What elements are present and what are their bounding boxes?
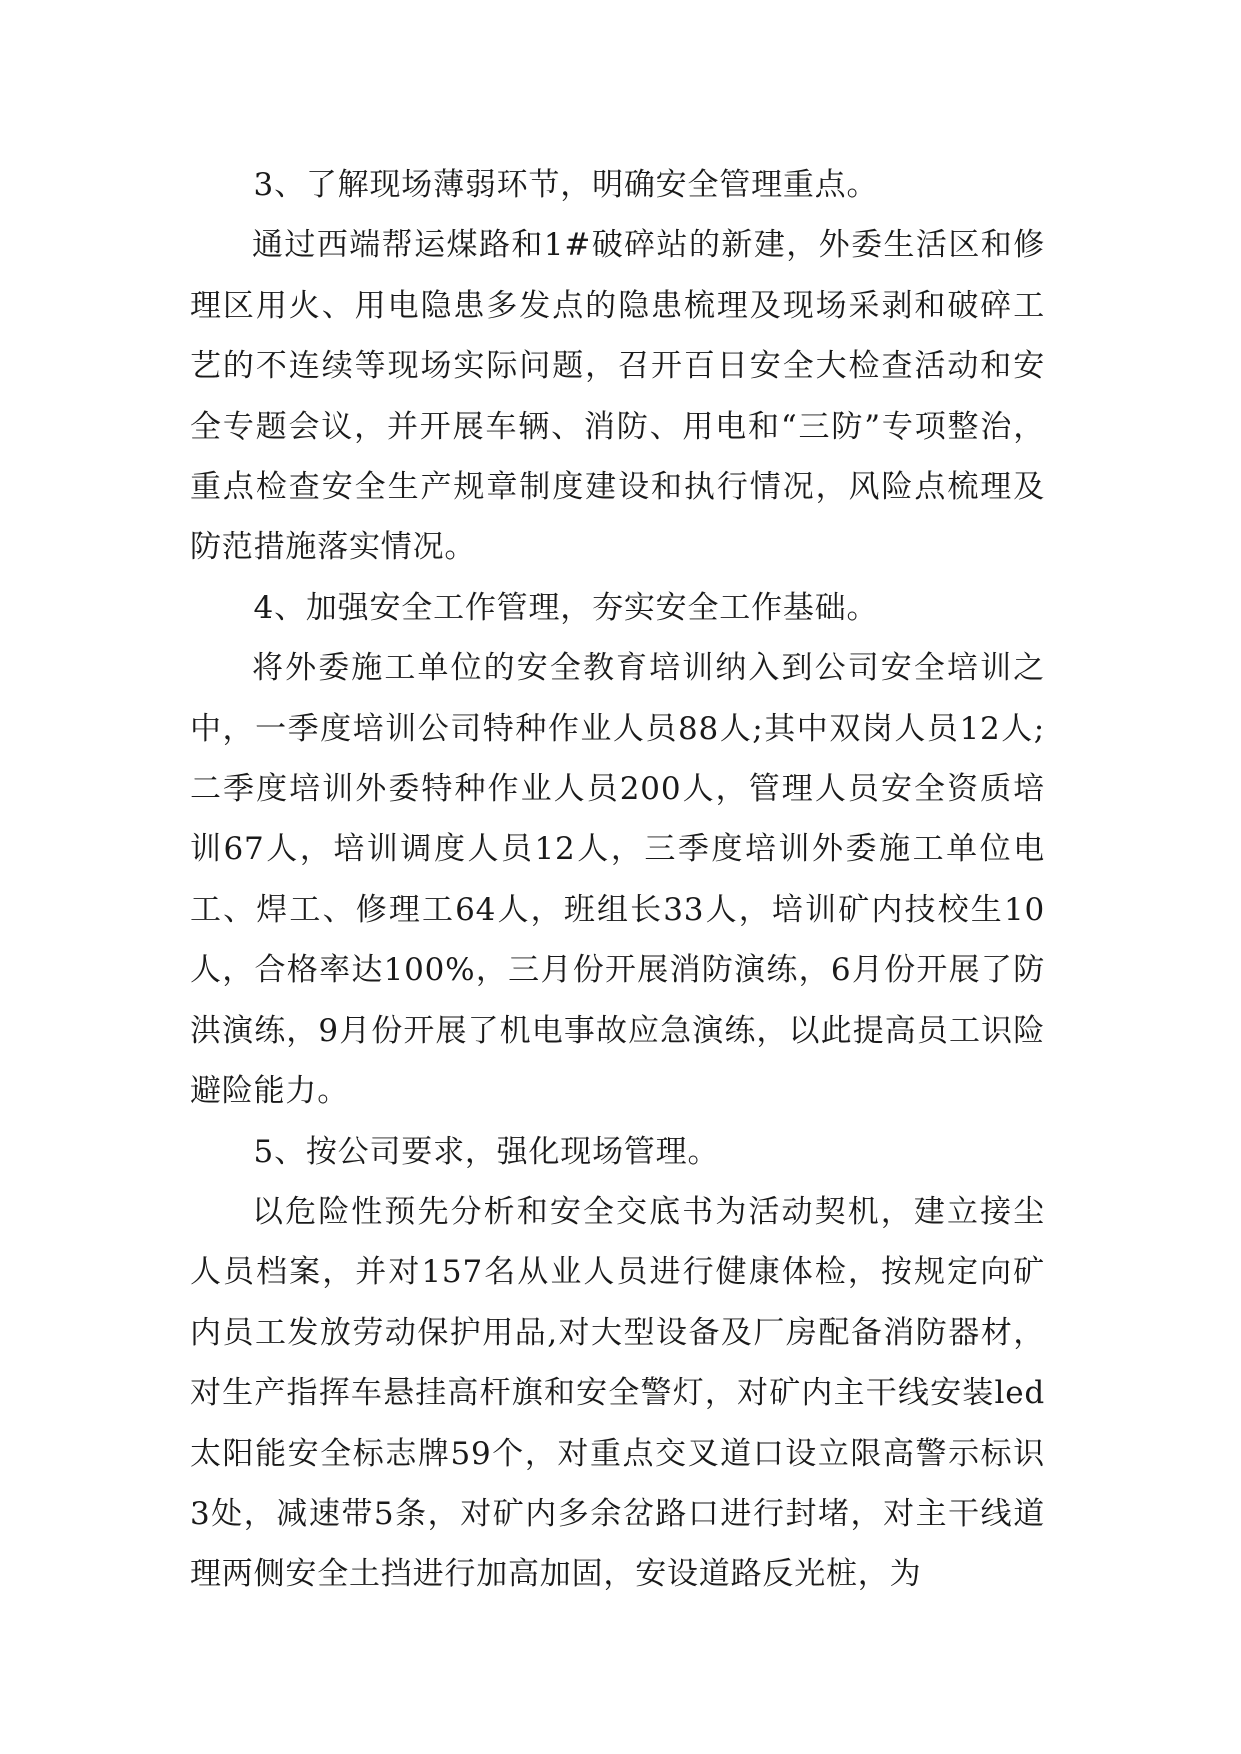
- section-heading-4: 4、加强安全工作管理，夯实安全工作基础。: [253, 589, 879, 626]
- section-heading-3: 3、了解现场薄弱环节，明确安全管理重点。: [253, 167, 879, 203]
- section-body-4: 将外委施工单位的安全教育培训纳入到公司安全培训之中，一季度培训公司特种作业人员88人;其中双岗人员12人;二季度培训外委特种作业人员200人，管理人员安全资质培训67人，培训调度人员12人，三季度培训外委施工单位电工、焊工、修理工64人，班组长33人，培训矿内技校生10人，合格率达100%，三月份开展消防演练，6月份开展了防洪演练，9月份开展了机电事故应急演练，以此提高员工识险避险能力。: [190, 650, 1045, 1110]
- section-body-3: 通过西端帮运煤路和1#破碎站的新建，外委生活区和修理区用火、用电隐患多发点的隐患梳理及现场采剥和破碎工艺的不连续等现场实际问题，召开百日安全大检查活动和安全专题会议，并开展车辆、消防、用电和“三防”专项整治，重点检查安全生产规章制度建设和执行情况，风险点梳理及防范措施落实情况。: [190, 227, 1045, 566]
- section-heading-5: 5、按公司要求，强化现场管理。: [253, 1133, 720, 1170]
- section-body-5: 以危险性预先分析和安全交底书为活动契机，建立接尘人员档案，并对157名从业人员进行健康体检，按规定向矿内员工发放劳动保护用品,对大型设备及厂房配备消防器材，对生产指挥车悬挂高杆旗和安全警灯，对矿内主干线安装led太阳能安全标志牌59个，对重点交叉道口设立限高警示标识3处，减速带5条，对矿内多余岔路口进行封堵，对主干线道理两侧安全土挡进行加高加固，安设道路反光桩，为: [190, 1193, 1045, 1593]
- document-body: [190, 155, 1045, 1605]
